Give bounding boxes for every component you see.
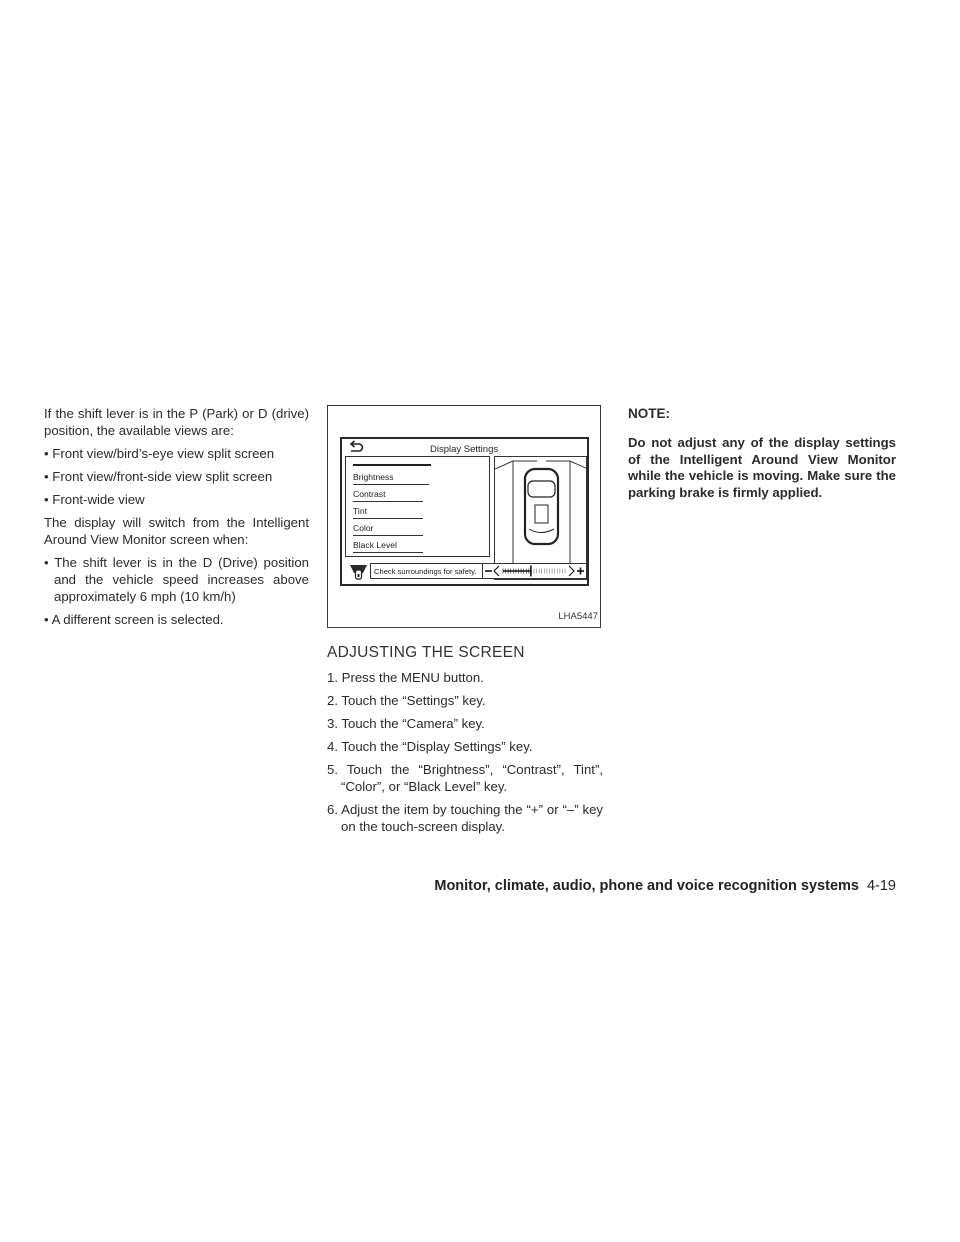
view-item: • Front view/front-side view split screen — [44, 469, 273, 484]
back-arrow-icon — [348, 440, 364, 457]
footer-section-title: Monitor, climate, audio, phone and voice recognition systems — [434, 878, 859, 894]
menu-item-tint: Tint — [353, 501, 423, 519]
screen-illustration — [340, 437, 589, 586]
display-settings-figure — [327, 405, 601, 628]
column-left — [44, 405, 309, 634]
menu-item-black-level: Black Level — [353, 535, 423, 553]
step-item: 6. Adjust the item by touching the “+” or “–” key on the touch-screen display. — [327, 802, 603, 834]
column-right — [622, 405, 896, 501]
section-title: ADJUSTING THE SCREEN — [327, 644, 525, 661]
view-item: • Front-wide view — [44, 492, 145, 507]
menu-item-brightness: Brightness — [353, 467, 429, 485]
chevron-left-icon — [494, 566, 499, 576]
camera-view-icon — [349, 562, 368, 580]
page-footer — [412, 878, 896, 894]
note-title: NOTE: — [628, 406, 670, 421]
step-item: 4. Touch the “Display Settings” key. — [327, 739, 533, 754]
step-item: 2. Touch the “Settings” key. — [327, 693, 486, 708]
step-item: 3. Touch the “Camera” key. — [327, 716, 485, 731]
menu-item-contrast: Contrast — [353, 484, 423, 502]
step-item: 1. Press the MENU button. — [327, 670, 484, 685]
switch-intro: The display will switch from the Intelligent Around View Monitor screen when: — [44, 515, 309, 547]
condition-item: • A different screen is selected. — [44, 612, 224, 627]
column-middle — [327, 405, 603, 841]
settings-menu — [345, 456, 490, 557]
menu-item-color: Color — [353, 518, 423, 536]
slider-track — [503, 566, 565, 577]
menu-divider — [353, 464, 431, 466]
view-item: • Front view/bird’s-eye view split screen — [44, 446, 275, 461]
figure-label: LHA5447 — [558, 611, 598, 622]
screen-title: Display Settings — [430, 444, 499, 455]
screen-header — [342, 439, 587, 456]
note-body: Do not adjust any of the display settings of the Intelligent Around View Monitor while the vehicle is moving. Make sure the parking brake is firmly applied. — [628, 435, 896, 500]
page-number: 4-19 — [866, 878, 896, 894]
chevron-right-icon — [569, 566, 574, 576]
condition-item: • The shift lever is in the D (Drive) position and the vehicle speed increases above approximately 6 mph (10 km/h) — [44, 555, 309, 604]
status-bar — [345, 560, 588, 582]
adjustment-slider — [482, 563, 587, 579]
safety-message: Check surroundings for safety. — [370, 563, 483, 579]
step-item: 5. Touch the “Brightness”, “Contrast”, Tint”, “Color”, or “Black Level” key. — [327, 762, 603, 794]
views-intro: If the shift lever is in the P (Park) or D (drive) position, the available views are: — [44, 406, 309, 438]
